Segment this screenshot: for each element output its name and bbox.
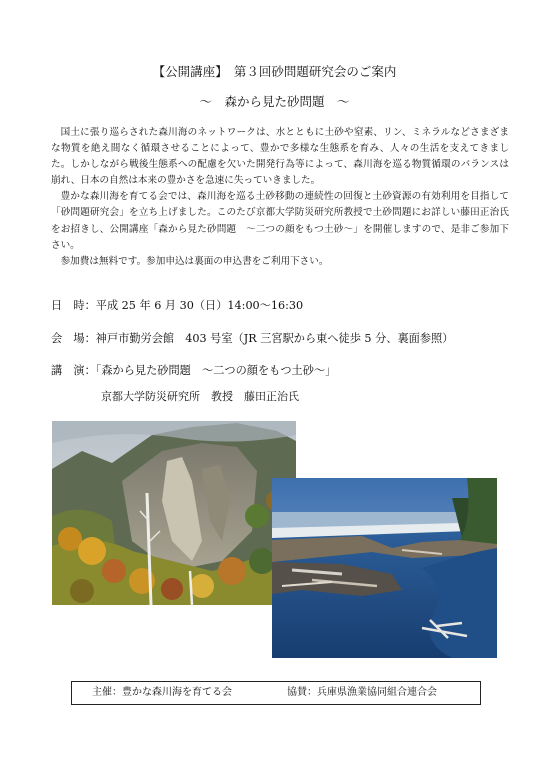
event-lecture: 講 演：「森から見た砂問題 ～二つの顔をもつ土砂～」 [51,364,337,377]
intro-text [51,125,509,270]
event-lecturer: 京都大学防災研究所 教授 藤田正治氏 [101,390,299,403]
intro-paragraph-2: 豊かな森川海を育てる会では、森川海を巡る土砂移動の連続性の回復と土砂資源の有効利用を目指して「砂問題研究会」を立ち上げました。このたび京都大学防災研究所教授で土砂問題にお詳しい藤田正治氏をお招きし、公開講座「森から見た砂問題 ～二つの顔をもつ土砂～」を開催しますので、是非ご参加下さい。 [51,191,509,251]
event-venue: 会 場：神戸市勤労会館 403 号室（JR 三宮駅から東へ徒歩 5 分、裏面参照） [51,332,454,345]
intro-paragraph-1: 国土に張り巡らされた森川海のネットワークは、水とともに土砂や窒素、リン、ミネラルなどさまざまな物質を絶え間なく循環させることによって、豊かで多様な生態系を育み、人々の生活を支えてきました。しかしながら戦後生態系への配慮を欠いた開発行為等によって、森川海を巡る物質循環のバランスは崩れ、日本の自然は本来の豊かさを急速に失っていきました。 [51,127,509,187]
event-datetime: 日 時：平成 25 年 6 月 30（日）14:00～16:30 [51,299,304,312]
intro-paragraph-3: 参加費は無料です。参加申込は裏面の申込書をご利用下さい。 [60,255,329,267]
cosponsor-text: 協賛：兵庫県漁業協同組合連合会 [287,687,437,698]
river-mouth-photo [272,478,497,658]
page-title: 【公開講座】 第３回砂問題研究会のご案内 [152,64,397,79]
page-subtitle: ～ 森から見た砂問題 ～ [199,94,350,109]
sponsor-box [71,681,481,705]
mountain-landslide-photo [52,421,296,605]
organizer-text: 主催：豊かな森川海を育てる会 [92,687,232,698]
